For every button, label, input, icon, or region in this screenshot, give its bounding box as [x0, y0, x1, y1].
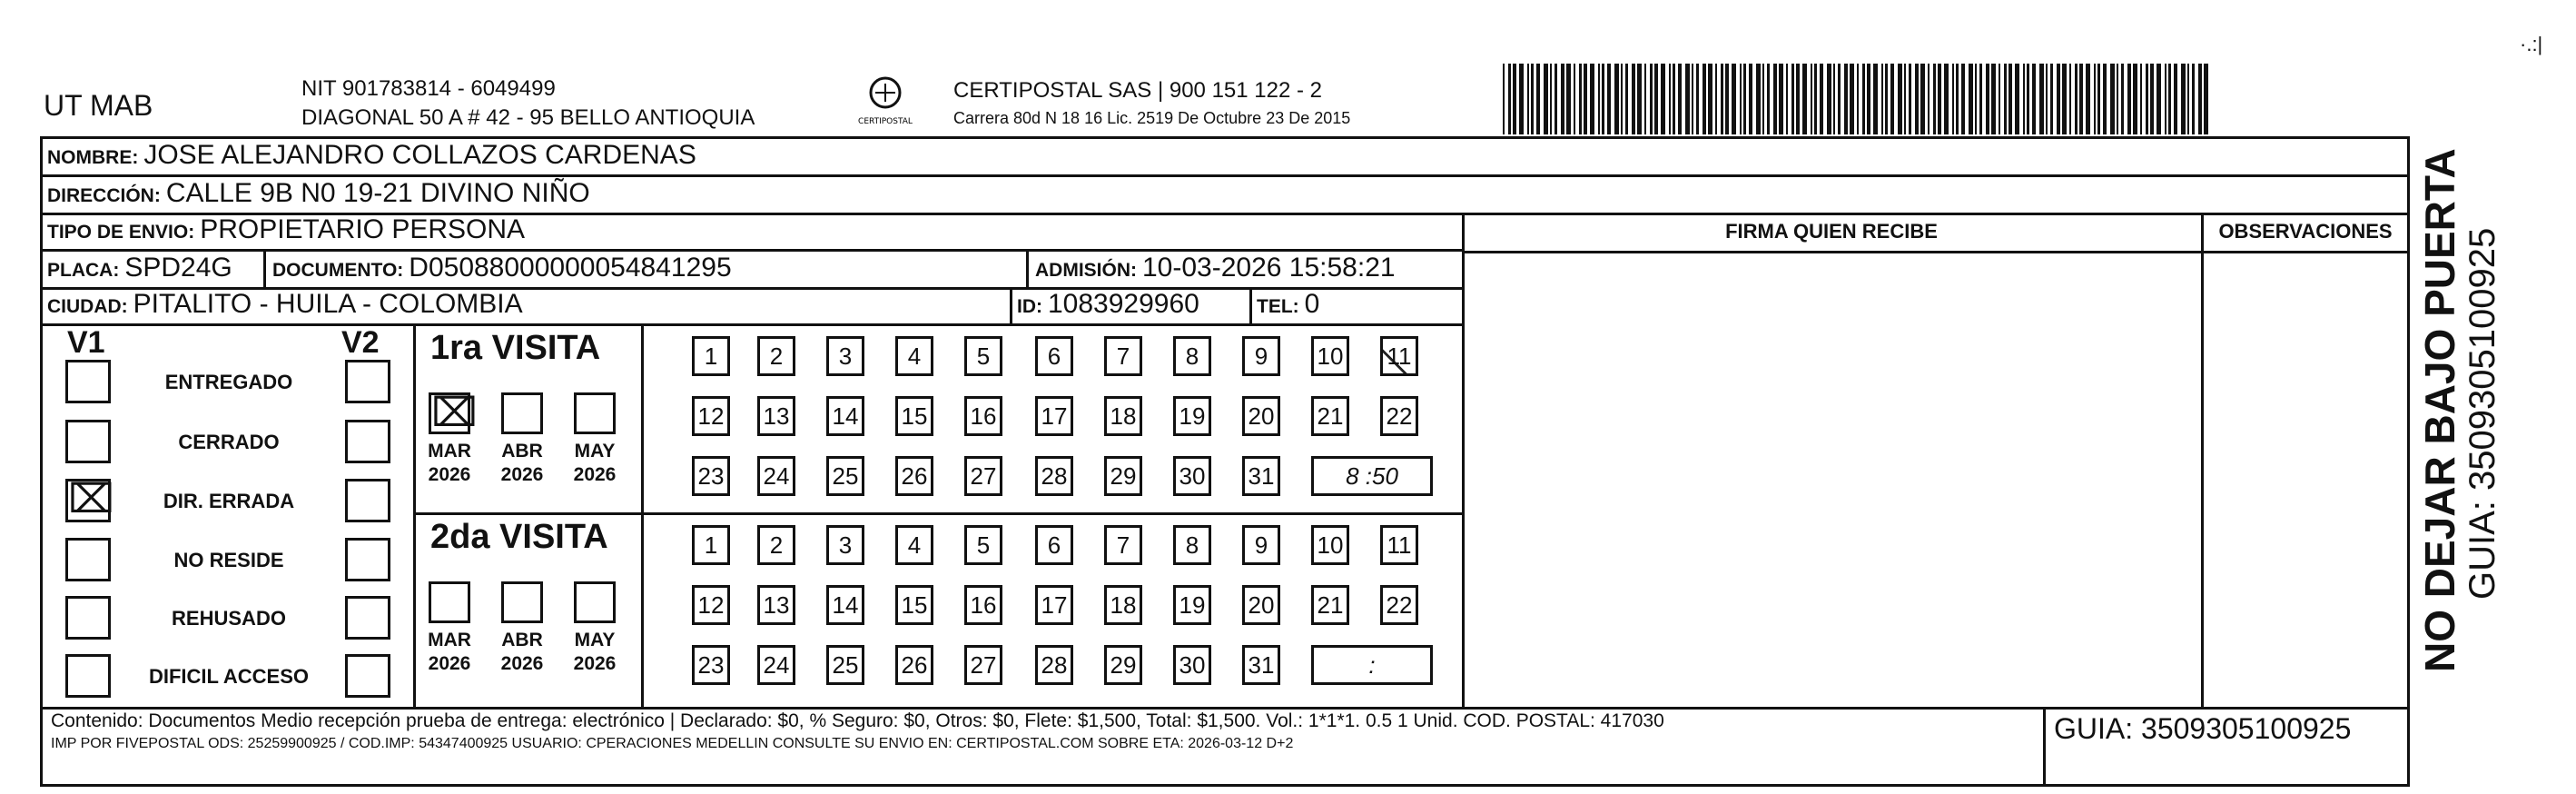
- day-box[interactable]: 22: [1380, 396, 1418, 436]
- day-box[interactable]: 24: [757, 456, 795, 496]
- sender-address: DIAGONAL 50 A # 42 - 95 BELLO ANTIOQUIA: [301, 105, 755, 130]
- day-box[interactable]: 17: [1035, 396, 1073, 436]
- month-year: 2026: [573, 653, 617, 674]
- month-name: MAR: [428, 441, 471, 462]
- day-box[interactable]: 8: [1173, 525, 1211, 565]
- day-box[interactable]: 25: [826, 456, 864, 496]
- sender-name: UT MAB: [44, 89, 153, 122]
- visit-title: 2da VISITA: [430, 518, 608, 556]
- warning-vertical: NO DEJAR BAJO PUERTA: [2416, 148, 2463, 672]
- admision-value: 10-03-2026 15:58:21: [1142, 253, 1396, 283]
- day-box[interactable]: 12: [692, 396, 730, 436]
- day-box[interactable]: 30: [1173, 456, 1211, 496]
- tel-row: [1257, 289, 1319, 320]
- month-name: ABR: [501, 441, 543, 462]
- certipostal-logo: [854, 73, 917, 136]
- day-box[interactable]: 3: [826, 336, 864, 376]
- day-box[interactable]: 8: [1173, 336, 1211, 376]
- day-box[interactable]: 12: [692, 585, 730, 625]
- day-box[interactable]: 31: [1242, 645, 1280, 685]
- signature-area[interactable]: [1466, 254, 2197, 705]
- v2-checkbox[interactable]: [345, 538, 390, 581]
- status-label: ENTREGADO: [164, 371, 293, 393]
- month-year: 2026: [428, 653, 471, 674]
- sender-nit: NIT 901783814 - 6049499: [301, 76, 556, 101]
- documento-value: D05088000000054841295: [409, 253, 732, 283]
- footer-contenido: Contenido: Documentos Medio recepción prueba de entrega: electrónico | Declarado: $0, % Seguro: $0, Otros: $0, Flete: $1,500, Total: $1,500. Vol.: 1*1*1. 0.5 1 Unid. COD. POSTAL: 417030: [51, 710, 1664, 731]
- documento-label: DOCUMENTO:: [272, 260, 404, 281]
- month-checkbox[interactable]: [574, 392, 616, 434]
- day-box[interactable]: 27: [964, 456, 1002, 496]
- status-label: CERRADO: [178, 431, 280, 453]
- day-box[interactable]: 15: [895, 396, 933, 436]
- ciudad-label: CIUDAD:: [47, 296, 128, 317]
- status-label: NO RESIDE: [173, 549, 284, 571]
- day-box[interactable]: 5: [964, 525, 1002, 565]
- month-name: MAY: [574, 630, 616, 650]
- month-year: 2026: [573, 464, 617, 485]
- visit-title: 1ra VISITA: [430, 329, 601, 367]
- day-box[interactable]: 18: [1104, 585, 1142, 625]
- day-box[interactable]: 15: [895, 585, 933, 625]
- barcode: [1503, 64, 2229, 134]
- day-box[interactable]: 9: [1242, 336, 1280, 376]
- day-box[interactable]: 11: [1380, 336, 1418, 376]
- v1-checkbox[interactable]: [65, 360, 111, 403]
- day-box[interactable]: 28: [1035, 456, 1073, 496]
- day-box[interactable]: 21: [1311, 396, 1349, 436]
- firma-label: FIRMA QUIEN RECIBE: [1725, 220, 1938, 243]
- admision-row: [1035, 253, 1396, 283]
- day-box[interactable]: 16: [964, 396, 1002, 436]
- day-box[interactable]: 26: [895, 456, 933, 496]
- direccion-label: DIRECCIÓN:: [47, 185, 161, 206]
- tel-label: TEL:: [1257, 296, 1299, 317]
- day-box[interactable]: 10: [1311, 525, 1349, 565]
- direccion-value: CALLE 9B N0 19-21 DIVINO NIÑO: [165, 178, 590, 208]
- v2-header: V2: [341, 325, 380, 360]
- day-box[interactable]: 20: [1242, 396, 1280, 436]
- v2-checkbox[interactable]: [345, 360, 390, 403]
- day-box[interactable]: 1: [692, 336, 730, 376]
- month-checkbox[interactable]: [574, 581, 616, 623]
- corner-mark: ·.:|: [2520, 33, 2543, 55]
- month-checkbox[interactable]: ⌧: [429, 392, 470, 434]
- ciudad-value: PITALITO - HUILA - COLOMBIA: [133, 289, 523, 319]
- tel-value: 0: [1304, 289, 1320, 319]
- nombre-value: JOSE ALEJANDRO COLLAZOS CARDENAS: [143, 140, 696, 170]
- v1-checkbox[interactable]: ⌧: [65, 479, 111, 522]
- id-label: ID:: [1017, 296, 1042, 317]
- day-box[interactable]: 4: [895, 525, 933, 565]
- month-year: 2026: [500, 464, 544, 485]
- day-box[interactable]: 20: [1242, 585, 1280, 625]
- v2-checkbox[interactable]: [345, 596, 390, 640]
- admision-label: ADMISIÓN:: [1035, 260, 1137, 281]
- observaciones-label: OBSERVACIONES: [2218, 220, 2393, 243]
- time-box[interactable]: 8 :50: [1311, 456, 1433, 496]
- day-box[interactable]: 6: [1035, 525, 1073, 565]
- day-box[interactable]: 3: [826, 525, 864, 565]
- month-checkbox[interactable]: [429, 581, 470, 623]
- footer-guia: GUIA: 3509305100925: [2054, 712, 2352, 745]
- month-checkbox[interactable]: [501, 392, 543, 434]
- status-label: DIFICIL ACCESO: [148, 665, 309, 688]
- tipo-label: TIPO DE ENVIO:: [47, 222, 195, 243]
- tipo-row: [47, 214, 525, 245]
- day-box[interactable]: 14: [826, 396, 864, 436]
- day-box[interactable]: 4: [895, 336, 933, 376]
- nombre-row: [47, 140, 696, 171]
- day-box[interactable]: 27: [964, 645, 1002, 685]
- day-box[interactable]: 21: [1311, 585, 1349, 625]
- v1-header: V1: [67, 325, 105, 360]
- day-box[interactable]: 19: [1173, 585, 1211, 625]
- v2-checkbox[interactable]: [345, 654, 390, 698]
- placa-label: PLACA:: [47, 260, 120, 281]
- day-box[interactable]: 23: [692, 456, 730, 496]
- month-name: MAY: [574, 441, 616, 462]
- day-box[interactable]: 2: [757, 525, 795, 565]
- placa-value: SPD24G: [124, 253, 232, 283]
- documento-row: [272, 253, 732, 283]
- svg-text:CERTIPOSTAL: CERTIPOSTAL: [858, 117, 913, 126]
- day-box[interactable]: 24: [757, 645, 795, 685]
- day-box[interactable]: 5: [964, 336, 1002, 376]
- day-box[interactable]: 13: [757, 396, 795, 436]
- id-value: 1083929960: [1048, 289, 1199, 319]
- month-checkbox[interactable]: [501, 581, 543, 623]
- day-box[interactable]: 31: [1242, 456, 1280, 496]
- day-box[interactable]: 1: [692, 525, 730, 565]
- month-year: 2026: [500, 653, 544, 674]
- day-box[interactable]: 10: [1311, 336, 1349, 376]
- day-box[interactable]: 19: [1173, 396, 1211, 436]
- v1-checkbox[interactable]: [65, 538, 111, 581]
- status-label: DIR. ERRADA: [163, 490, 295, 512]
- day-box[interactable]: 7: [1104, 336, 1142, 376]
- month-name: ABR: [501, 630, 543, 650]
- company-name: CERTIPOSTAL SAS | 900 151 122 - 2: [953, 78, 1322, 103]
- placa-row: [47, 253, 232, 283]
- v2-checkbox[interactable]: [345, 479, 390, 522]
- direccion-row: [47, 178, 590, 209]
- v1-checkbox[interactable]: [65, 420, 111, 463]
- tipo-value: PROPIETARIO PERSONA: [200, 214, 526, 244]
- day-box[interactable]: 9: [1242, 525, 1280, 565]
- day-box[interactable]: 28: [1035, 645, 1073, 685]
- day-box[interactable]: 25: [826, 645, 864, 685]
- day-box[interactable]: 29: [1104, 456, 1142, 496]
- company-address: Carrera 80d N 18 16 Lic. 2519 De Octubre 23 De 2015: [953, 109, 1351, 127]
- day-box[interactable]: 26: [895, 645, 933, 685]
- day-box[interactable]: 18: [1104, 396, 1142, 436]
- day-box[interactable]: 29: [1104, 645, 1142, 685]
- day-box[interactable]: 11: [1380, 525, 1418, 565]
- status-label: REHUSADO: [172, 607, 286, 630]
- ciudad-row: [47, 289, 523, 320]
- day-box[interactable]: 2: [757, 336, 795, 376]
- guia-vertical: GUIA: 3509305100925: [2462, 227, 2502, 600]
- id-row: [1017, 289, 1199, 320]
- day-box[interactable]: 22: [1380, 585, 1418, 625]
- observaciones-area[interactable]: [2205, 254, 2406, 705]
- day-box[interactable]: 23: [692, 645, 730, 685]
- month-year: 2026: [428, 464, 471, 485]
- nombre-label: NOMBRE:: [47, 147, 139, 168]
- day-box[interactable]: 17: [1035, 585, 1073, 625]
- day-box[interactable]: 14: [826, 585, 864, 625]
- day-box[interactable]: 16: [964, 585, 1002, 625]
- day-box[interactable]: 30: [1173, 645, 1211, 685]
- month-name: MAR: [428, 630, 471, 650]
- day-box[interactable]: 13: [757, 585, 795, 625]
- day-box[interactable]: 6: [1035, 336, 1073, 376]
- v2-checkbox[interactable]: [345, 420, 390, 463]
- v1-checkbox[interactable]: [65, 596, 111, 640]
- v1-checkbox[interactable]: [65, 654, 111, 698]
- time-box[interactable]: :: [1311, 645, 1433, 685]
- day-box[interactable]: 7: [1104, 525, 1142, 565]
- footer-imp: IMP POR FIVEPOSTAL ODS: 25259900925 / COD.IMP: 54347400925 USUARIO: CPERACIONES MEDELLIN CONSULTE SU ENVIO EN: CERTIPOSTAL.COM SOBRE ETA: 2026-03-12 D+2: [51, 736, 1294, 751]
